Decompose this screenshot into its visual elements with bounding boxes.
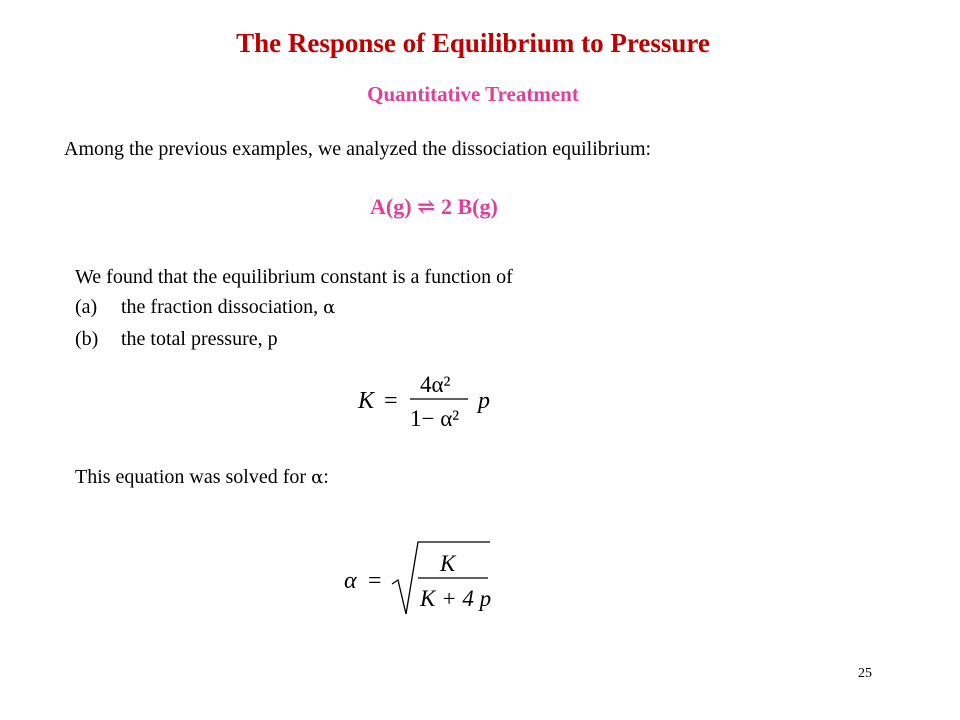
list-item-text: the total pressure, p <box>121 328 278 350</box>
equation-numerator: 4α² <box>420 372 451 397</box>
list-item-label: (b) <box>75 328 99 350</box>
equation-alpha <box>340 538 500 622</box>
found-text: We found that the equilibrium constant is a function of <box>75 266 513 288</box>
page-number: 25 <box>858 666 872 681</box>
list-item-b <box>75 328 278 351</box>
equals-sign: = <box>368 568 382 594</box>
list-item-a <box>75 296 335 319</box>
equation-factor: p <box>478 388 490 414</box>
equals-sign: = <box>384 388 398 414</box>
equation-k <box>350 362 520 434</box>
equation-lhs: α <box>344 568 357 594</box>
equation-denominator: 1− α² <box>410 406 460 431</box>
solved-label: This equation was solved for <box>75 466 312 488</box>
equation-denominator: K + 4 p <box>420 586 492 611</box>
slide-subtitle: Quantitative Treatment <box>367 82 579 106</box>
list-item-text: the fraction dissociation, <box>121 296 324 318</box>
alpha-symbol: α <box>311 467 324 488</box>
reaction-equation: A(g) ⇌ 2 B(g) <box>370 194 498 219</box>
equation-numerator: K <box>440 551 456 576</box>
list-item-label: (a) <box>75 296 98 318</box>
equation-lhs: K <box>358 388 375 414</box>
alpha-symbol: α <box>323 297 336 318</box>
slide-title: The Response of Equilibrium to Pressure <box>236 28 710 58</box>
solved-text <box>75 466 329 489</box>
intro-text: Among the previous examples, we analyzed the dissociation equilibrium: <box>64 138 652 160</box>
solved-suffix: : <box>323 466 329 488</box>
